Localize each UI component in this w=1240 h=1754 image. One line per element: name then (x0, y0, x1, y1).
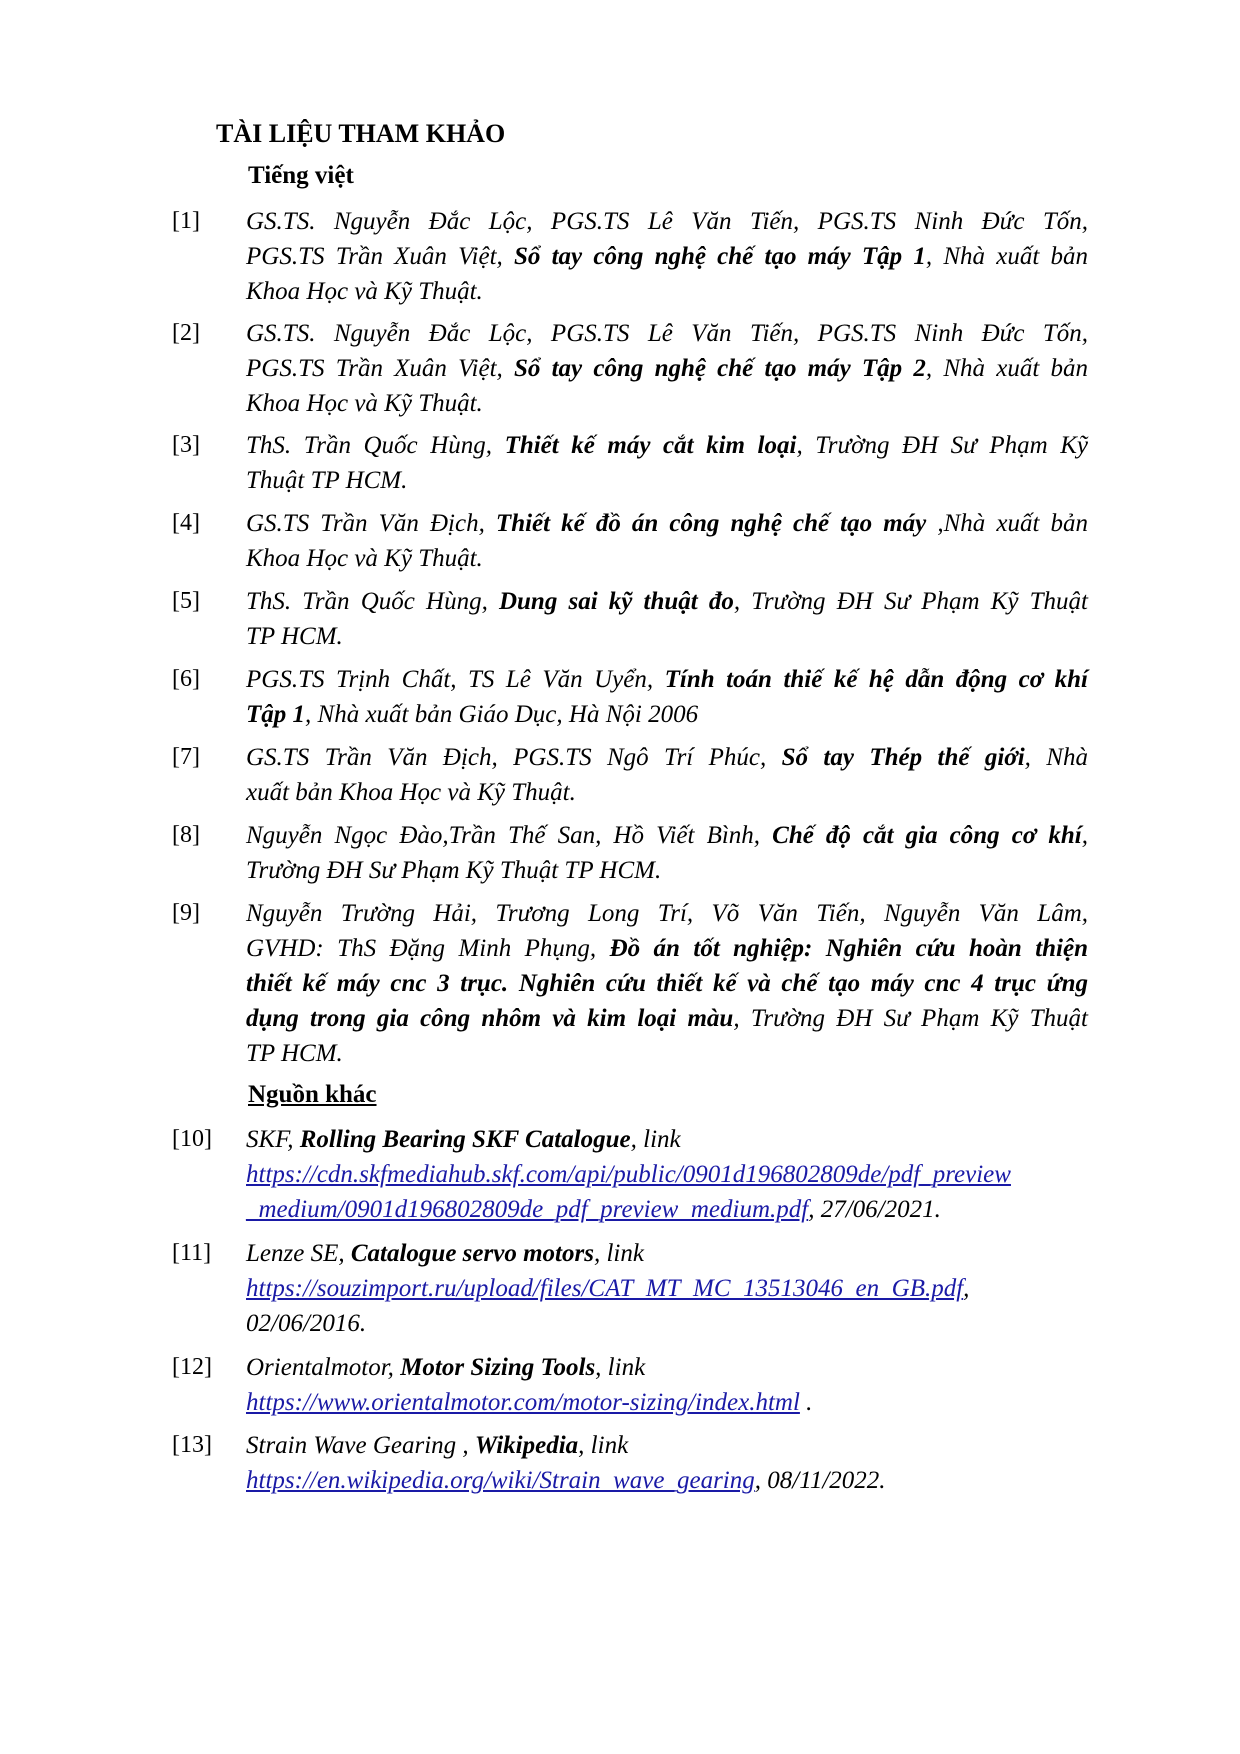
reference-line (246, 740, 1088, 775)
reference-line: GS.TS. Nguyễn Đắc Lộc, PGS.TS Lê Văn Tiến, PGS.TS Ninh Đức Tốn, (246, 320, 1088, 347)
reference-number: [10] (172, 1126, 212, 1152)
section-heading-vietnamese: Tiếng việt (248, 162, 354, 189)
reference-line: GS.TS. Nguyễn Đắc Lộc, PGS.TS Lê Văn Tiến, PGS.TS Ninh Đức Tốn, (246, 208, 1088, 235)
reference-line: Thuật TP HCM. (246, 467, 408, 494)
reference-number: [1] (172, 208, 200, 234)
reference-authors: Lenze SE, (246, 1240, 351, 1267)
reference-line (246, 1428, 1088, 1463)
reference-title: Đồ án tốt nghiệp: Nghiên cứu hoàn thiện (609, 935, 1089, 962)
reference-title: dụng trong gia công nhôm và kim loại màu (246, 1005, 734, 1032)
reference-text (246, 1350, 1088, 1420)
reference-title: Dung sai kỹ thuật đo (498, 588, 734, 615)
reference-authors: Orientalmotor, (246, 1354, 401, 1381)
reference-punctuation: . (799, 1389, 813, 1416)
reference-publisher: , Trường ĐH Sư Phạm Kỹ (796, 432, 1088, 459)
reference-title: Sổ tay công nghệ chế tạo máy Tập 2 (514, 355, 926, 382)
reference-publisher: , (1081, 822, 1088, 849)
reference-authors: ThS. Trần Quốc Hùng, (246, 588, 499, 615)
reference-text (246, 818, 1088, 888)
reference-line: Khoa Học và Kỹ Thuật. (246, 278, 483, 305)
reference-publisher: ,Nhà xuất bản (926, 510, 1088, 537)
reference-title: Tập 1 (246, 701, 306, 728)
reference-title: Rolling Bearing SKF Catalogue (299, 1126, 631, 1153)
reference-link[interactable]: https://souzimport.ru/upload/files/CAT_MT_MC_13513046_en_GB.pdf (246, 1275, 964, 1302)
reference-link[interactable]: https://www.orientalmotor.com/motor-sizing/index.html (246, 1389, 800, 1416)
reference-line (246, 1192, 1088, 1227)
reference-text (246, 1236, 1088, 1341)
reference-authors: GS.TS Trần Văn Địch, (246, 510, 496, 537)
reference-text (246, 204, 1088, 309)
reference-title: Sổ tay công nghệ chế tạo máy Tập 1 (514, 243, 926, 270)
reference-publisher: , link (630, 1126, 681, 1153)
reference-link[interactable]: https://en.wikipedia.org/wiki/Strain_wave_gearing (246, 1467, 755, 1494)
reference-text (246, 506, 1088, 576)
reference-line (246, 1236, 1088, 1271)
reference-number: [12] (172, 1354, 212, 1380)
reference-title: Wikipedia (474, 1432, 579, 1459)
reference-line (246, 1385, 1088, 1420)
reference-number: [7] (172, 744, 200, 770)
reference-text (246, 428, 1088, 498)
reference-link[interactable]: _medium/0901d196802809de_pdf_preview_medium.pdf (246, 1196, 809, 1223)
reference-text (246, 1428, 1088, 1498)
page-title: TÀI LIỆU THAM KHẢO (216, 119, 506, 148)
reference-line (246, 506, 1088, 541)
reference-line (246, 931, 1088, 966)
reference-line (246, 239, 1088, 274)
reference-publisher: , Trường ĐH Sư Phạm Kỹ Thuật (733, 588, 1088, 615)
reference-number: [13] (172, 1432, 212, 1458)
reference-line (246, 818, 1088, 853)
reference-text (246, 896, 1088, 1071)
reference-publisher: , Nhà xuất bản Giáo Dục, Hà Nội 2006 (305, 701, 699, 728)
section-heading-other-sources: Nguồn khác (248, 1081, 377, 1108)
reference-line (246, 966, 1088, 1001)
reference-title: Motor Sizing Tools (400, 1354, 596, 1381)
reference-publisher: , Nhà xuất bản (925, 355, 1088, 382)
reference-line (246, 1271, 1088, 1306)
reference-authors: Nguyễn Ngọc Đào,Trần Thế San, Hồ Viết Bình, (246, 822, 773, 849)
reference-title: Thiết kế máy cắt kim loại (504, 432, 797, 459)
reference-title: thiết kế máy cnc 3 trục. Nghiên cứu thiết kế và chế tạo máy cnc 4 trục ứng (246, 970, 1088, 997)
reference-line (246, 1157, 1088, 1192)
reference-authors: SKF, (246, 1126, 300, 1153)
reference-title: Chế độ cắt gia công cơ khí (772, 822, 1082, 849)
reference-authors: Strain Wave Gearing , (246, 1432, 475, 1459)
reference-line (246, 1350, 1088, 1385)
reference-number: [8] (172, 822, 200, 848)
reference-text (246, 584, 1088, 654)
reference-text (246, 1122, 1088, 1227)
reference-number: [3] (172, 432, 200, 458)
reference-number: [4] (172, 510, 200, 536)
reference-line: TP HCM. (246, 623, 343, 650)
reference-line (246, 584, 1088, 619)
reference-title: Thiết kế đồ án công nghệ chế tạo máy (495, 510, 927, 537)
reference-title: Sổ tay Thép thế giới (781, 744, 1025, 771)
reference-authors: ThS. Trần Quốc Hùng, (246, 432, 505, 459)
reference-line: Khoa Học và Kỹ Thuật. (246, 545, 483, 572)
reference-title: Tính toán thiế kế hệ dẫn động cơ khí (664, 666, 1088, 693)
reference-authors: PGS.TS Trần Xuân Việt, (246, 355, 514, 382)
reference-line: 02/06/2016. (246, 1310, 367, 1337)
reference-title: Catalogue servo motors (350, 1240, 594, 1267)
reference-line (246, 1463, 1088, 1498)
reference-link[interactable]: https://cdn.skfmediahub.skf.com/api/public/0901d196802809de/pdf_preview (246, 1161, 1011, 1188)
reference-number: [6] (172, 666, 200, 692)
reference-line (246, 351, 1088, 386)
reference-authors: GVHD: ThS Đặng Minh Phụng, (246, 935, 610, 962)
reference-line (246, 1001, 1088, 1036)
reference-line: Trường ĐH Sư Phạm Kỹ Thuật TP HCM. (246, 857, 662, 884)
reference-publisher: , Nhà (1024, 744, 1088, 771)
reference-text (246, 316, 1088, 421)
reference-date: , 08/11/2022. (754, 1467, 886, 1494)
reference-authors: PGS.TS Trịnh Chất, TS Lê Văn Uyển, (246, 666, 665, 693)
reference-publisher: , link (593, 1240, 644, 1267)
reference-line (246, 428, 1088, 463)
reference-date: , 27/06/2021. (808, 1196, 941, 1223)
reference-line: Nguyễn Trường Hải, Trương Long Trí, Võ Văn Tiến, Nguyễn Văn Lâm, (246, 900, 1088, 927)
reference-text (246, 740, 1088, 810)
reference-authors: PGS.TS Trần Xuân Việt, (246, 243, 514, 270)
reference-number: [5] (172, 588, 200, 614)
reference-publisher: , link (578, 1432, 629, 1459)
reference-authors: GS.TS Trần Văn Địch, PGS.TS Ngô Trí Phúc, (246, 744, 782, 771)
reference-line (246, 697, 1088, 732)
reference-text (246, 662, 1088, 732)
reference-line: TP HCM. (246, 1040, 343, 1067)
reference-number: [9] (172, 900, 200, 926)
reference-publisher: , Trường ĐH Sư Phạm Kỹ Thuật (733, 1005, 1088, 1032)
reference-number: [2] (172, 320, 200, 346)
reference-number: [11] (172, 1240, 212, 1266)
reference-line (246, 662, 1088, 697)
reference-publisher: , Nhà xuất bản (925, 243, 1088, 270)
reference-line: xuất bản Khoa Học và Kỹ Thuật. (246, 779, 576, 806)
reference-publisher: , link (595, 1354, 646, 1381)
reference-line (246, 1122, 1088, 1157)
reference-punctuation: , (963, 1275, 970, 1302)
reference-line: Khoa Học và Kỹ Thuật. (246, 390, 483, 417)
